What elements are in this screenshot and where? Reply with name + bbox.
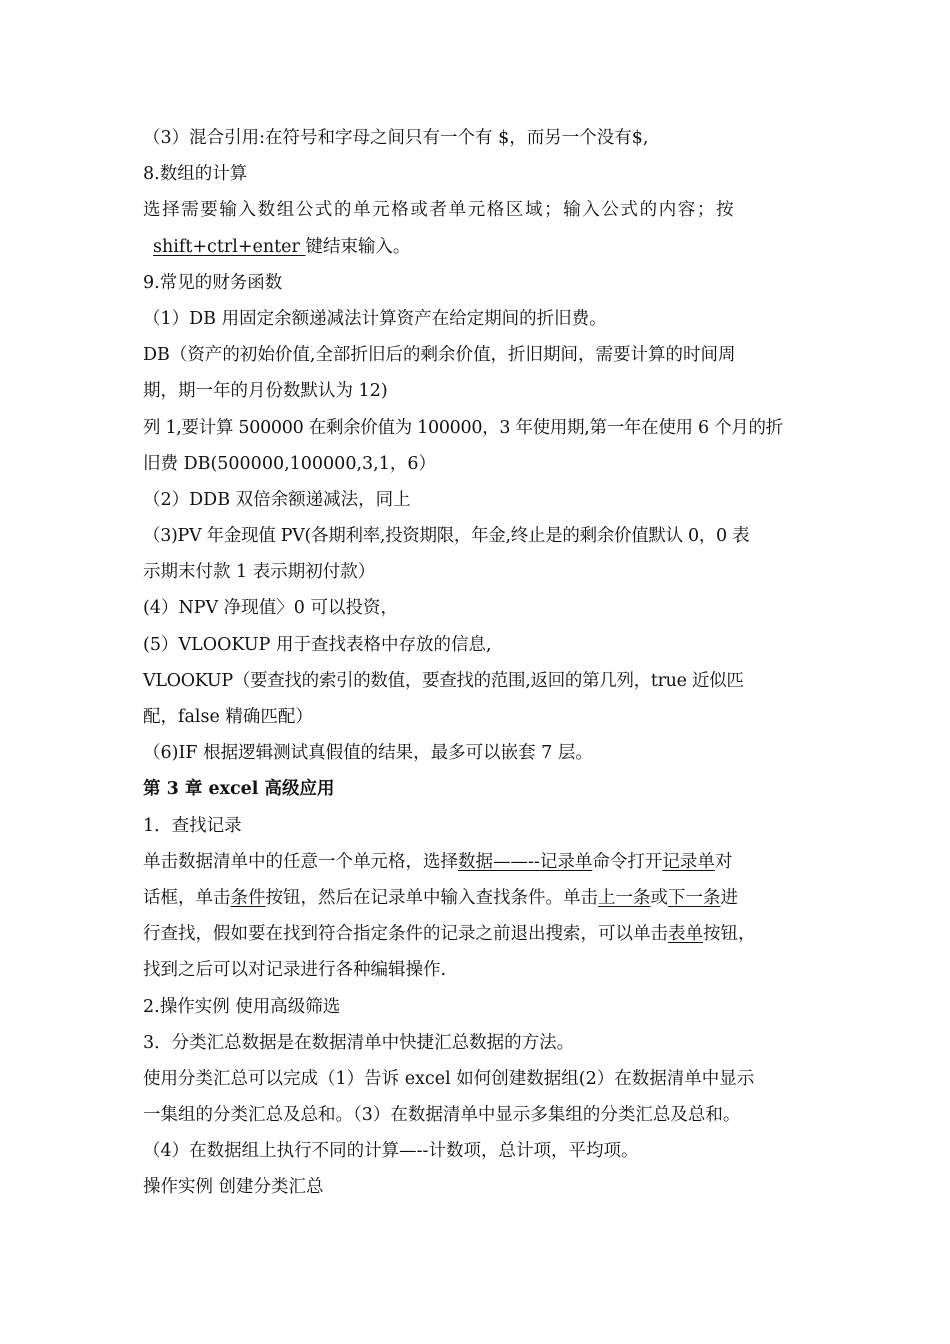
text-line: (5）VLOOKUP 用于查找表格中存放的信息, [143,634,492,655]
shortcut-text: shift+ctrl+enter [153,236,306,257]
text-fragment: 命令打开 [592,851,663,872]
text-line: （6)IF 根据逻辑测试真假值的结果，最多可以嵌套 7 层。 [143,743,593,764]
text-line: （3)PV 年金现值 PV(各期利率,投资期限，年金,终止是的剩余价值默认 0，0 表 [143,526,750,547]
text-fragment: 按钮， [703,924,756,945]
button-name-text: 条件 [230,887,266,908]
text-line: 操作实例 创建分类汇总 [143,1177,324,1198]
text-fragment: 对 [714,851,733,872]
text-line: 示期末付款 1 表示期初付款） [143,562,376,583]
text-fragment: 键结束输入。 [305,236,411,257]
text-fragment: 话框，单击 [143,887,231,908]
text-line [143,916,810,952]
text-line: 旧费 DB(500000,100000,3,1，6） [143,453,436,474]
text-line: (4）NPV 净现值〉0 可以投资， [143,598,398,619]
text-line: （2）DDB 双倍余额递减法，同上 [143,489,411,510]
text-fragment: 或 [650,887,668,908]
text-line [143,229,810,265]
text-line: 列 1,要计算 500000 在剩余价值为 100000，3 年使用期,第一年在使用 6 个月的折 [143,417,783,438]
text-line: 使用分类汇总可以完成（1）告诉 excel 如何创建数据组(2）在数据清单中显示 [143,1068,755,1089]
document-page [143,120,810,1206]
text-line [143,880,810,916]
text-fragment: 单击数据清单中的任意一个单元格，选择 [143,851,458,872]
dialog-name-text: 记录单 [662,851,715,872]
text-line: DB（资产的初始价值,全部折旧后的剩余价值，折旧期间，需要计算的时间周 [143,345,736,366]
text-line: 一集组的分类汇总及总和。（3）在数据清单中显示多集组的分类汇总及总和。 [143,1105,741,1126]
text-line: 配，false 精确匹配） [143,707,313,727]
menu-path-text: 数据——--记录单 [458,851,593,872]
text-line: （4）在数据组上执行不同的计算—--计数项，总计项，平均项。 [143,1141,639,1162]
button-name-text: 上一条 [598,887,651,908]
section-heading: 8.数组的计算 [143,164,248,185]
section-heading: 3．分类汇总数据是在数据清单中快捷汇总数据的方法。 [143,1032,575,1053]
button-name-text: 表单 [668,924,703,945]
button-name-text: 下一条 [668,887,721,908]
chapter-heading: 第 3 章 excel 高级应用 [143,779,335,800]
text-fragment: 按钮，然后在记录单中输入查找条件。单击 [265,887,598,908]
section-heading: 1．查找记录 [143,815,242,836]
section-heading: 2.操作实例 使用高级筛选 [143,996,341,1017]
section-heading: 9.常见的财务函数 [143,272,283,293]
text-line: （3）混合引用:在符号和字母之间只有一个有 $，而另一个没有$, [143,128,649,148]
text-line: VLOOKUP（要查找的索引的数值，要查找的范围,返回的第几列，true 近似匹 [143,670,744,691]
text-line: 选择需要输入数组公式的单元格或者单元格区域；输入公式的内容；按 [143,200,736,221]
text-fragment: 行查找，假如要在找到符合指定条件的记录之前退出搜索，可以单击 [143,924,668,945]
text-line: 期，期一年的月份数默认为 12) [143,381,388,402]
text-line [143,844,810,880]
text-fragment: 进 [720,887,738,908]
text-line: （1）DB 用固定余额递减法计算资产在给定期间的折旧费。 [143,308,607,329]
text-line: 找到之后可以对记录进行各种编辑操作. [143,960,447,981]
